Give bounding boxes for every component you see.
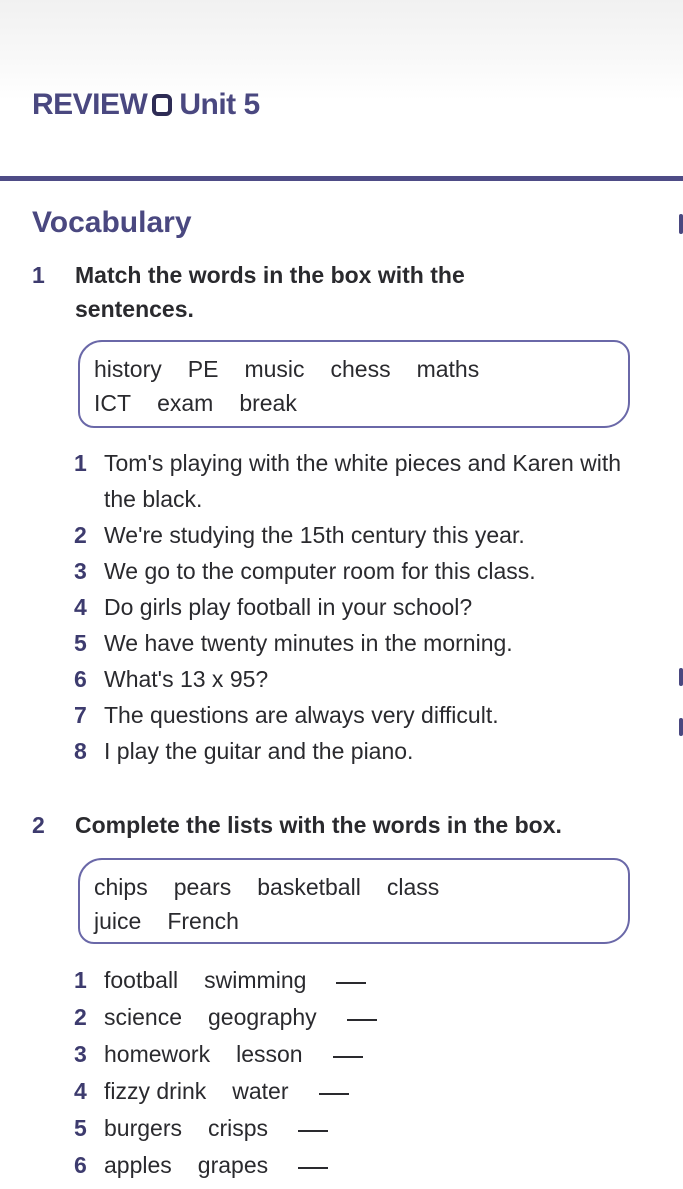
section-edge-mark <box>679 214 683 234</box>
item-number: 4 <box>74 594 87 620</box>
word-box-line <box>94 904 614 938</box>
exercise-number: 2 <box>32 812 45 838</box>
section-title: Vocabulary <box>32 206 192 239</box>
item-number: 3 <box>74 1041 87 1067</box>
list-word: apples <box>104 1152 172 1178</box>
exercise-number: 1 <box>32 262 45 288</box>
item-number: 3 <box>74 558 87 584</box>
list-item <box>74 962 377 999</box>
box-word: class <box>386 874 440 900</box>
item-number: 5 <box>74 630 87 656</box>
item-text: Do girls play football in your school? <box>104 594 473 620</box>
list-word: fizzy drink <box>104 1078 207 1104</box>
box-word: maths <box>416 356 480 382</box>
list-item <box>74 1073 377 1110</box>
word-box-line <box>94 870 614 904</box>
item-text: What's 13 x 95? <box>104 666 269 692</box>
list-word: football <box>104 967 179 993</box>
box-word: French <box>167 908 239 934</box>
list-word: grapes <box>197 1152 269 1178</box>
list-word: science <box>104 1004 182 1030</box>
item-number: 1 <box>74 967 87 993</box>
sentence-item <box>74 553 624 589</box>
sentence-item <box>74 733 624 769</box>
box-word: juice <box>94 908 142 934</box>
item-number: 8 <box>74 738 87 764</box>
unit-label: Unit 5 <box>179 88 260 121</box>
box-word: pears <box>173 874 232 900</box>
item-number: 7 <box>74 702 87 728</box>
item-text: We go to the computer room for this class. <box>104 558 536 584</box>
word-box-line <box>94 352 614 386</box>
sentence-list <box>74 445 624 769</box>
page-title <box>32 88 260 122</box>
box-word: exam <box>157 390 214 416</box>
answer-blank[interactable] <box>333 1056 363 1058</box>
list-item <box>74 1036 377 1073</box>
exercise-instruction: Match the words in the box with the sentences. <box>75 262 465 322</box>
box-word: basketball <box>257 874 361 900</box>
list-word: burgers <box>104 1115 182 1141</box>
item-text: I play the guitar and the piano. <box>104 738 414 764</box>
sentence-item <box>74 445 624 517</box>
answer-blank[interactable] <box>336 982 366 984</box>
edge-mark <box>679 718 683 736</box>
sentence-item <box>74 589 624 625</box>
edge-mark <box>679 668 683 686</box>
sentence-item <box>74 625 624 661</box>
list-item <box>74 1110 377 1147</box>
exercise-instruction: Complete the lists with the words in the box. <box>75 812 562 838</box>
item-text: The questions are always very difficult. <box>104 702 499 728</box>
box-word: chips <box>94 874 148 900</box>
item-number: 2 <box>74 1004 87 1030</box>
list-word: crisps <box>207 1115 269 1141</box>
item-text: We have twenty minutes in the morning. <box>104 630 513 656</box>
word-box <box>78 858 630 944</box>
item-text: We're studying the 15th century this year. <box>104 522 525 548</box>
sentence-item <box>74 661 624 697</box>
box-word: ICT <box>94 390 132 416</box>
box-word: history <box>94 356 162 382</box>
list-word: swimming <box>204 967 307 993</box>
list-word: homework <box>104 1041 211 1067</box>
answer-blank[interactable] <box>298 1130 328 1132</box>
answer-blank[interactable] <box>319 1093 349 1095</box>
answer-blank[interactable] <box>298 1167 328 1169</box>
answer-blank[interactable] <box>347 1019 377 1021</box>
item-number: 1 <box>74 450 87 476</box>
item-number: 4 <box>74 1078 87 1104</box>
word-box-line <box>94 386 614 420</box>
item-number: 6 <box>74 666 87 692</box>
list-item <box>74 999 377 1036</box>
box-word: break <box>239 390 297 416</box>
word-lists <box>74 962 377 1184</box>
word-box <box>78 340 630 428</box>
item-number: 6 <box>74 1152 87 1178</box>
list-word: water <box>232 1078 289 1104</box>
list-item <box>74 1147 377 1184</box>
item-text: Tom's playing with the white pieces and Karen with the black. <box>104 450 622 512</box>
square-icon <box>152 94 172 116</box>
box-word: PE <box>187 356 219 382</box>
box-word: chess <box>330 356 391 382</box>
item-number: 5 <box>74 1115 87 1141</box>
sentence-item <box>74 517 624 553</box>
review-label: REVIEW <box>32 88 148 121</box>
box-word: music <box>244 356 305 382</box>
list-word: geography <box>207 1004 317 1030</box>
list-word: lesson <box>236 1041 303 1067</box>
sentence-item <box>74 697 624 733</box>
item-number: 2 <box>74 522 87 548</box>
